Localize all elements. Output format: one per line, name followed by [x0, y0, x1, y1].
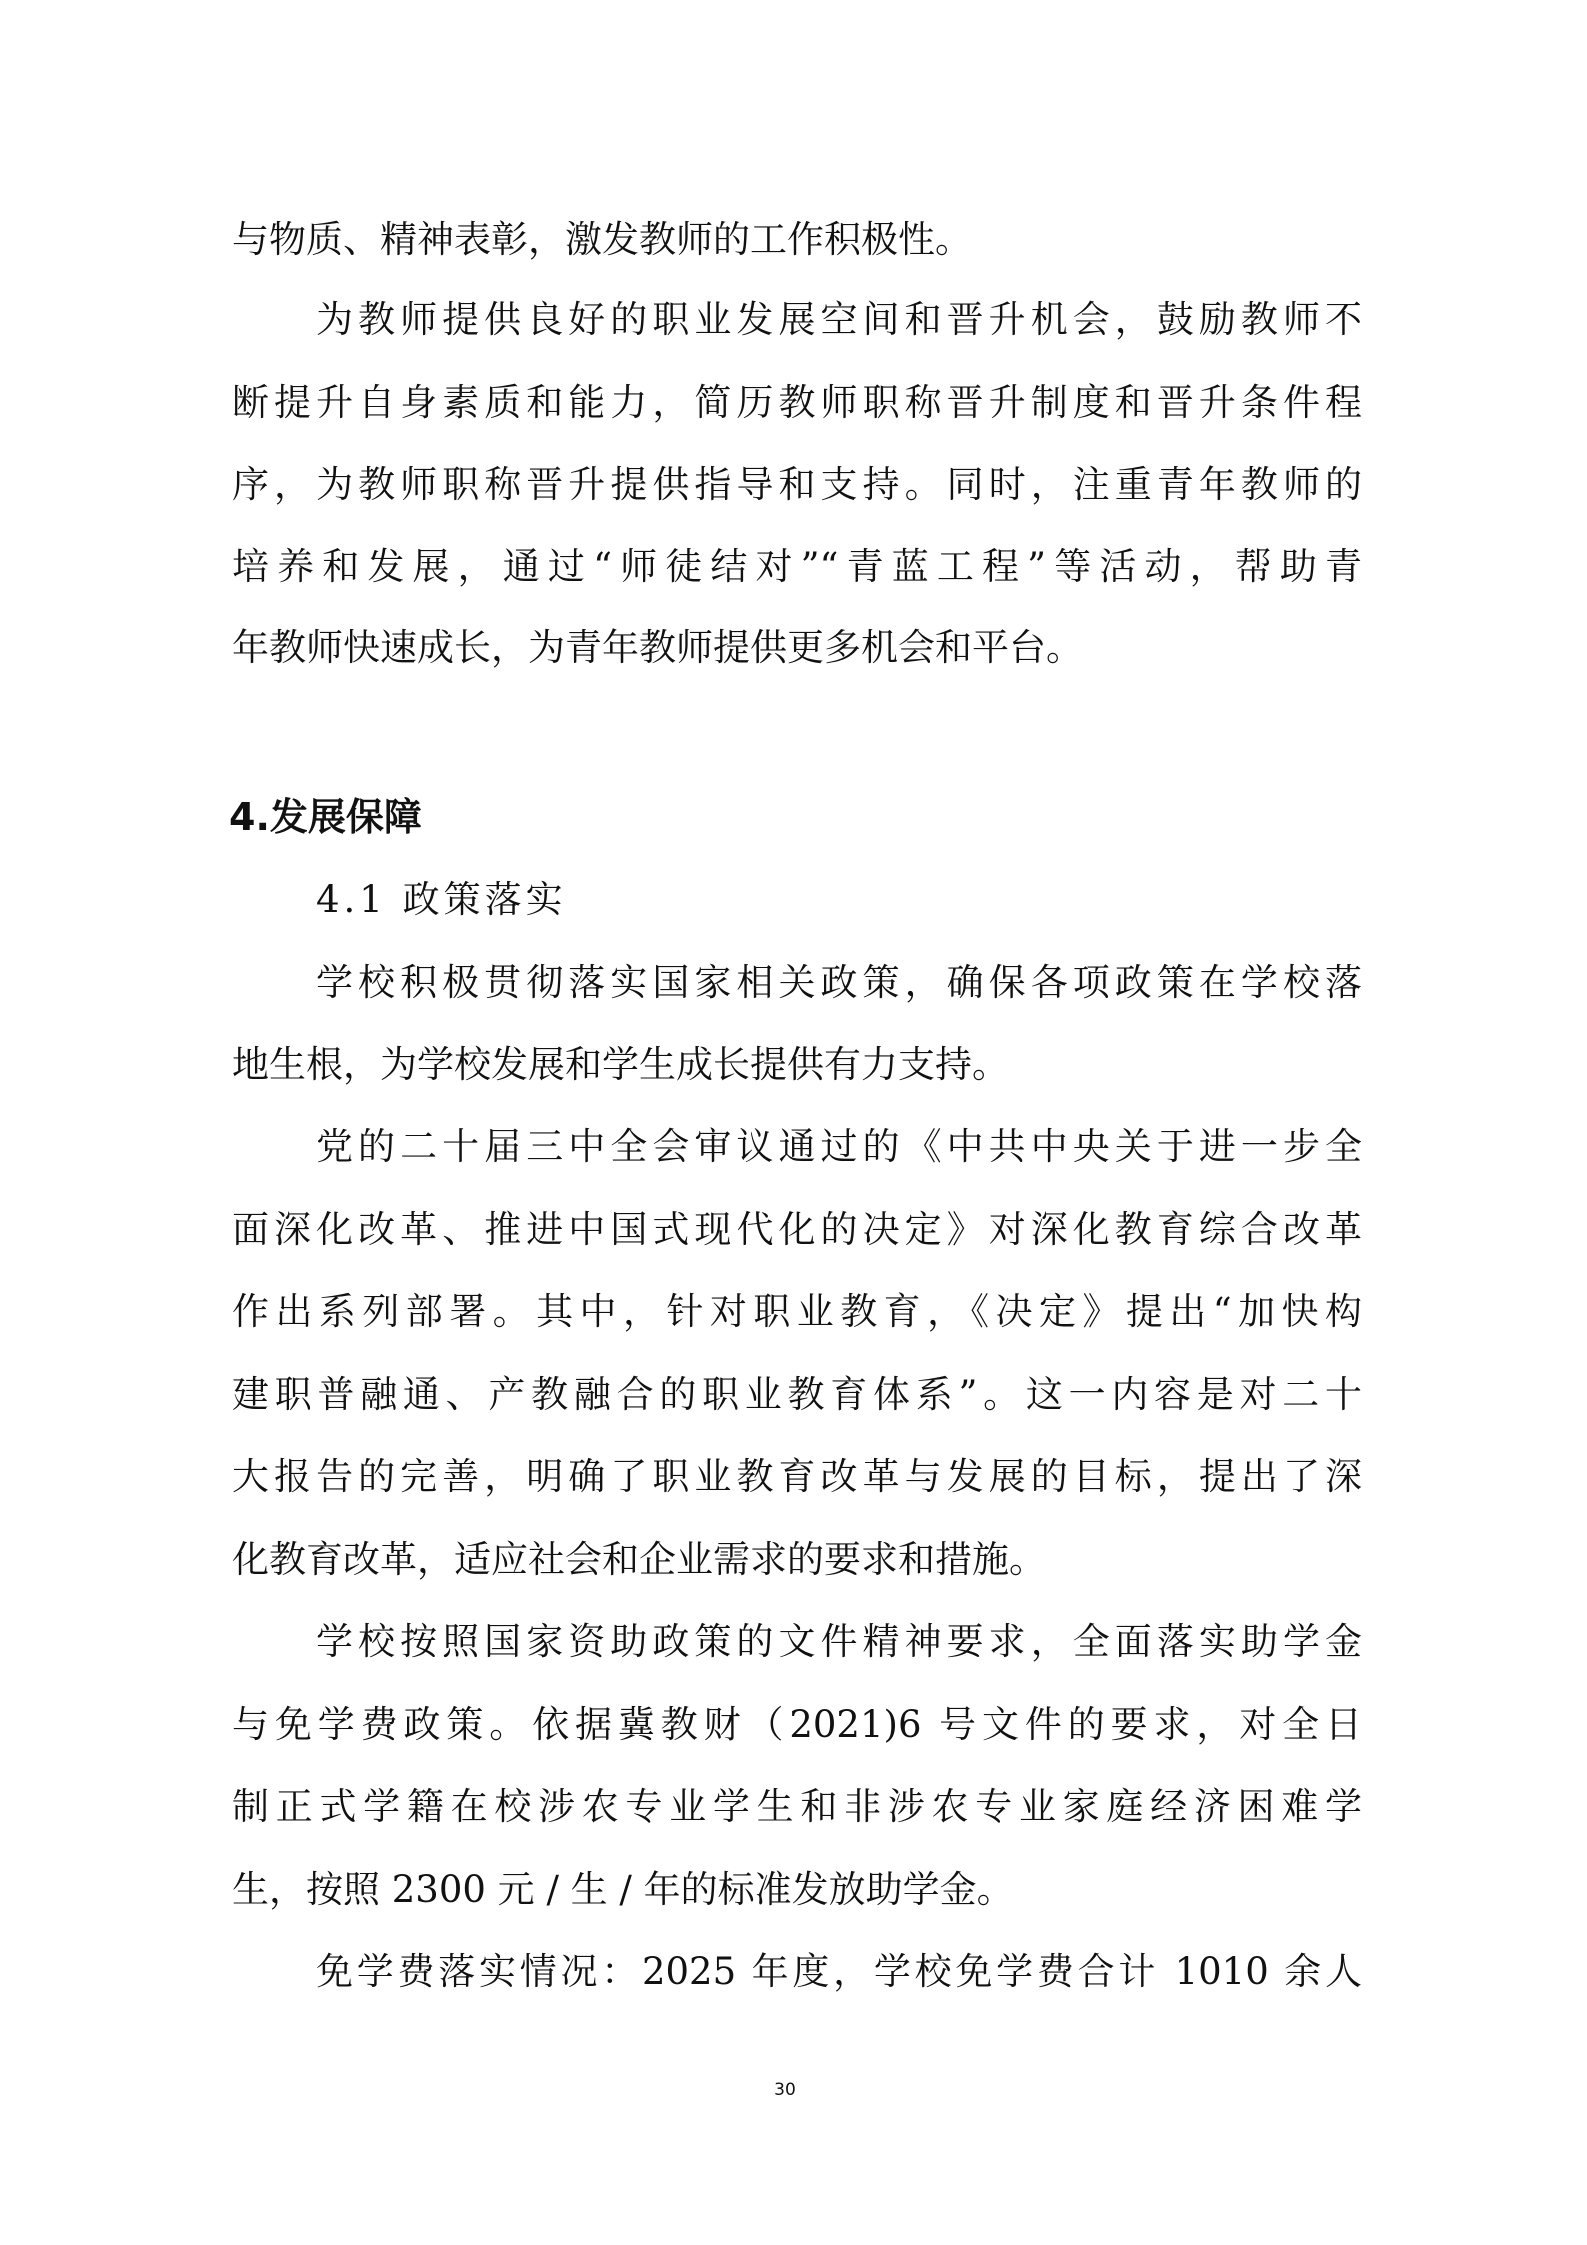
- paragraph-line: 为教师提供良好的职业发展空间和晋升机会，鼓励教师不: [316, 298, 1362, 341]
- paragraph-line: 生，按照 2300 元 / 生 / 年的标准发放助学金。: [232, 1868, 1014, 1911]
- paragraph-line: 断提升自身素质和能力，简历教师职称晋升制度和晋升条件程: [232, 381, 1362, 424]
- paragraph-line: 化教育改革，适应社会和企业需求的要求和措施。: [232, 1538, 1046, 1581]
- paragraph-line: 与物质、精神表彰，激发教师的工作积极性。: [232, 218, 972, 261]
- paragraph-line: 培养和发展，通过“师徒结对”“青蓝工程”等活动，帮助青: [232, 545, 1362, 588]
- paragraph-line: 建职普融通、产教融合的职业教育体系”。这一内容是对二十: [232, 1373, 1362, 1416]
- paragraph-line: 制正式学籍在校涉农专业学生和非涉农专业家庭经济困难学: [232, 1785, 1362, 1828]
- paragraph-line: 学校积极贯彻落实国家相关政策，确保各项政策在学校落: [316, 961, 1362, 1004]
- page-number: 30: [774, 2080, 796, 2100]
- paragraph-line: 面深化改革、推进中国式现代化的决定》对深化教育综合改革: [232, 1208, 1362, 1251]
- paragraph-line: 学校按照国家资助政策的文件精神要求，全面落实助学金: [316, 1620, 1362, 1663]
- paragraph-line: 与免学费政策。依据冀教财（2021)6 号文件的要求，对全日: [232, 1703, 1362, 1746]
- paragraph-line: 地生根，为学校发展和学生成长提供有力支持。: [232, 1043, 1009, 1086]
- paragraph-line: 大报告的完善，明确了职业教育改革与发展的目标，提出了深: [232, 1455, 1362, 1498]
- paragraph-line: 党的二十届三中全会审议通过的《中共中央关于进一步全: [316, 1125, 1362, 1168]
- subsection-heading: 4.1 政策落实: [316, 878, 567, 921]
- paragraph-line: 序，为教师职称晋升提供指导和支持。同时，注重青年教师的: [232, 463, 1362, 506]
- paragraph-line: 作出系列部署。其中，针对职业教育，《决定》提出“加快构: [232, 1290, 1362, 1333]
- paragraph-line: 免学费落实情况：2025 年度，学校免学费合计 1010 余人: [316, 1950, 1362, 1993]
- paragraph-line: 年教师快速成长，为青年教师提供更多机会和平台。: [232, 626, 1083, 669]
- section-heading: 4.发展保障: [229, 795, 422, 839]
